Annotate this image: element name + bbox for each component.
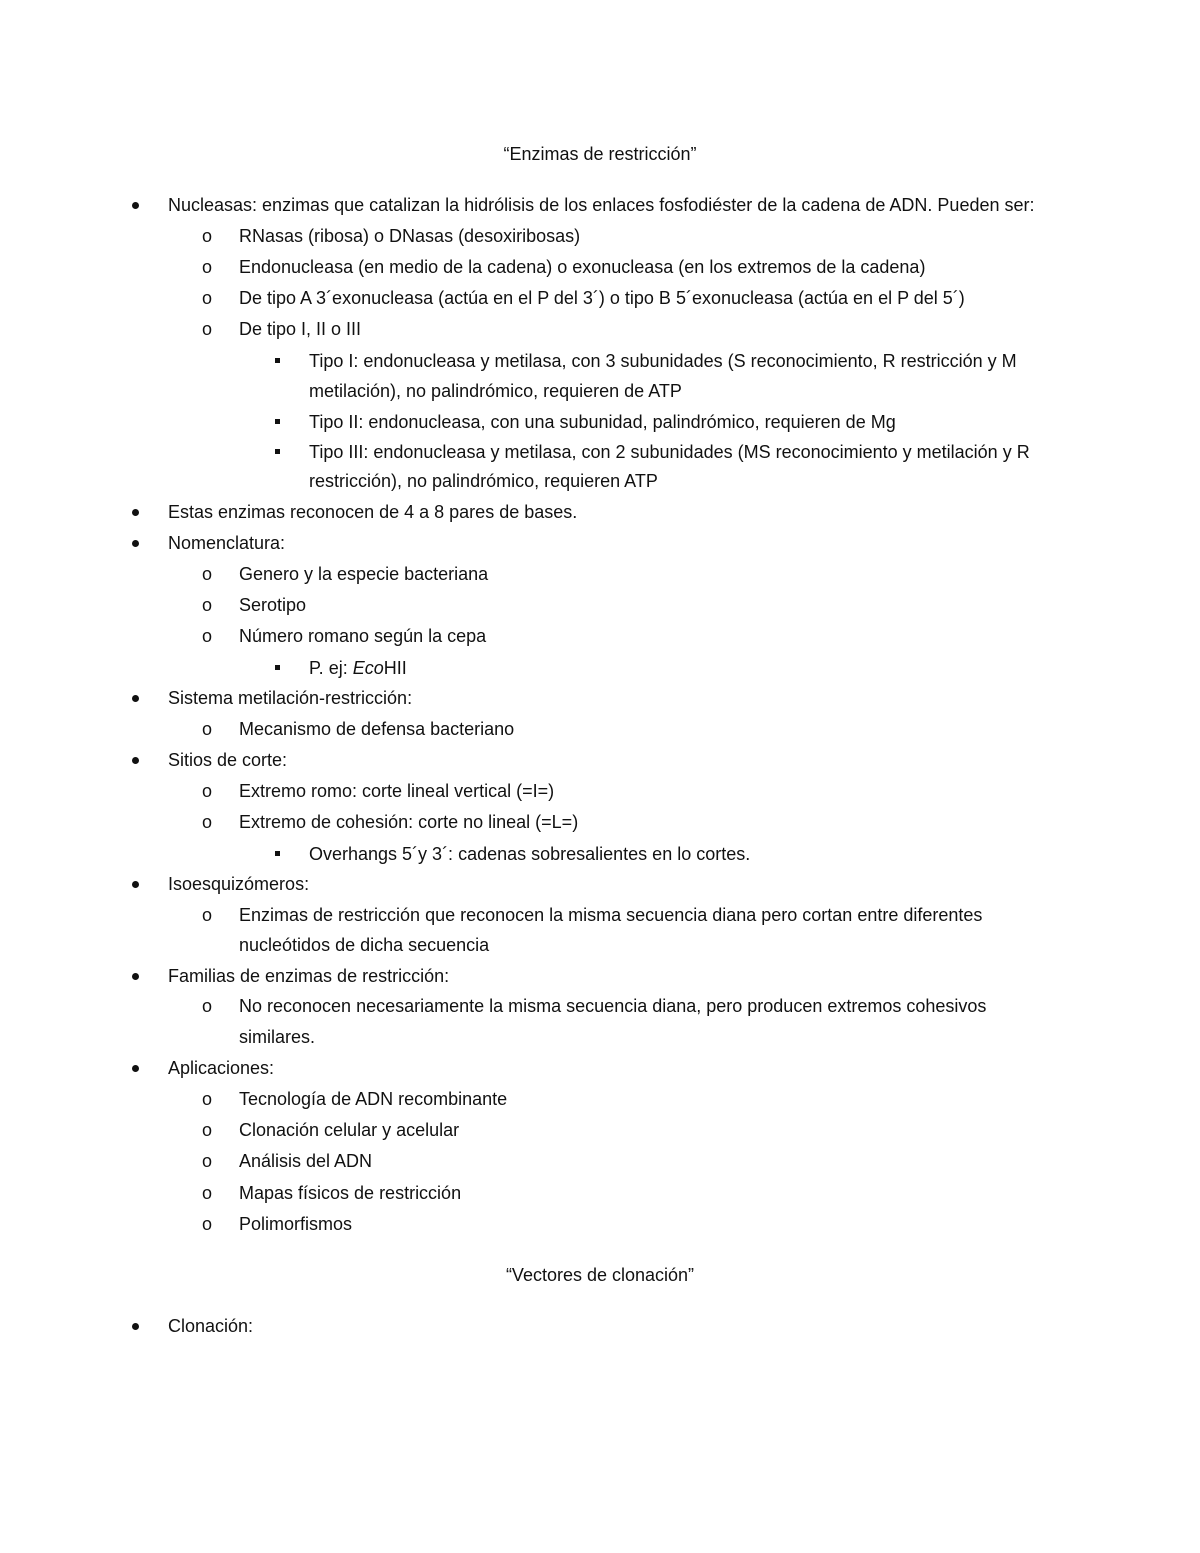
list-item: Overhangs 5´y 3´: cadenas sobresalientes en lo cortes. [309,844,751,864]
bullet-circle: o [202,319,213,339]
list-item: Aplicaciones: [168,1058,275,1078]
list-item: De tipo A 3´exonucleasa (actúa en el P del 3´) o tipo B 5´exonucleasa (actúa en el P del 5´) [239,288,965,308]
list-item: Sitios de corte: [168,750,288,770]
list-item-continuation: nucleótidos de dicha secuencia [239,935,490,955]
bullet-disc [130,686,142,710]
list-item-continuation: metilación), no palindrómico, requieren de ATP [309,381,682,401]
bullet-square [273,349,285,373]
bullet-circle: o [202,257,213,277]
list-item: Serotipo [239,595,307,615]
bullet-disc [130,500,142,524]
bullet-circle: o [202,905,213,925]
list-item: Genero y la especie bacteriana [239,564,489,584]
bullet-circle: o [202,812,213,832]
list-item: Extremo de cohesión: corte no lineal (=L=) [239,812,579,832]
list-item: Estas enzimas reconocen de 4 a 8 pares de bases. [168,502,578,522]
list-item: Tipo II: endonucleasa, con una subunidad, palindrómico, requieren de Mg [309,412,896,432]
bullet-circle: o [202,1120,213,1140]
bullet-square [273,410,285,434]
bullet-disc [130,1314,142,1338]
bullet-circle: o [202,1214,213,1234]
list-item: Polimorfismos [239,1214,353,1234]
list-item: Clonación celular y acelular [239,1120,460,1140]
bullet-disc [130,964,142,988]
example-italic: Eco [352,658,384,678]
section-title-enzimas: “Enzimas de restricción” [503,144,697,164]
bullet-square [273,656,285,680]
list-item: Nucleasas: enzimas que catalizan la hidrólisis de los enlaces fosfodiéster de la cadena de ADN. Pueden ser: [168,195,1035,215]
list-item: Mecanismo de defensa bacteriano [239,719,515,739]
example-prefix: P. ej: [309,658,353,678]
list-item: Número romano según la cepa [239,626,487,646]
bullet-disc [130,748,142,772]
list-item: RNasas (ribosa) o DNasas (desoxiribosas) [239,226,581,246]
list-item: Tipo I: endonucleasa y metilasa, con 3 subunidades (S reconocimiento, R restricción y M [309,351,1017,371]
list-item: Tecnología de ADN recombinante [239,1089,508,1109]
list-item [309,656,407,680]
list-item-continuation: restricción), no palindrómico, requieren ATP [309,471,658,491]
bullet-disc [130,1056,142,1080]
bullet-disc [130,872,142,896]
list-item: Nomenclatura: [168,533,286,553]
list-item: Clonación: [168,1316,254,1336]
list-item: Sistema metilación-restricción: [168,688,413,708]
list-item: Análisis del ADN [239,1151,373,1171]
bullet-circle: o [202,719,213,739]
example-suffix: HII [383,658,407,678]
bullet-circle: o [202,1183,213,1203]
list-item-continuation: similares. [239,1027,316,1047]
list-item: Tipo III: endonucleasa y metilasa, con 2 subunidades (MS reconocimiento y metilación y R [309,442,1030,462]
bullet-circle: o [202,1151,213,1171]
list-item: Endonucleasa (en medio de la cadena) o exonucleasa (en los extremos de la cadena) [239,257,926,277]
bullet-circle: o [202,626,213,646]
bullet-square [273,440,285,464]
list-item: Familias de enzimas de restricción: [168,966,450,986]
list-item: Mapas físicos de restricción [239,1183,462,1203]
bullet-circle: o [202,996,213,1016]
bullet-circle: o [202,288,213,308]
bullet-disc [130,531,142,555]
bullet-circle: o [202,226,213,246]
bullet-circle: o [202,781,213,801]
list-item: De tipo I, II o III [239,319,362,339]
list-item: No reconocen necesariamente la misma secuencia diana, pero producen extremos cohesivos [239,996,987,1016]
bullet-square [273,842,285,866]
bullet-disc [130,193,142,217]
list-item: Isoesquizómeros: [168,874,310,894]
list-item: Extremo romo: corte lineal vertical (=I=) [239,781,555,801]
bullet-circle: o [202,564,213,584]
bullet-circle: o [202,595,213,615]
section-title-vectores: “Vectores de clonación” [505,1265,695,1285]
bullet-circle: o [202,1089,213,1109]
list-item: Enzimas de restricción que reconocen la misma secuencia diana pero cortan entre diferentes [239,905,983,925]
